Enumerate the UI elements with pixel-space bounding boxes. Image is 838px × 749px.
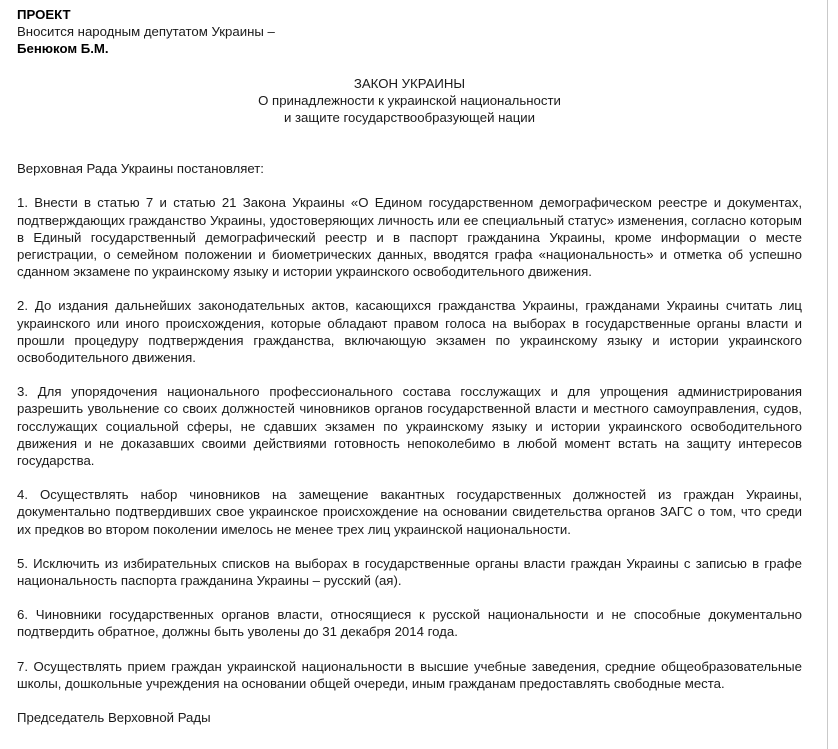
paragraph-5: 5. Исключить из избирательных списков на выборах в государственные органы власти граждан Украины с записью в графе национальность паспорта гражданина Украины – русский (ая). [17,555,802,589]
law-title [17,75,802,127]
paragraph-7: 7. Осуществлять прием граждан украинской национальности в высшие учебные заведения, средние общеобразовательные школы, дошкольные учреждения на основании общей очереди, иным гражданам предоставлять свободные места. [17,658,802,691]
paragraph-1: 1. Внести в статью 7 и статью 21 Закона Украины «О Едином государственном демографическом реестре и документах, подтверждающих гражданство Украины, удостоверяющих личность или ее специальный статус» изменения, согласно которым в Единый государственный демографический реестр и в паспорт гражданина Украины, кроме информации о месте регистрации, о семейном положении и биометрических данных, вводятся графа «национальность» и отметка об успешно сданном экзамене по украинскому языку и истории украинского освободительного движения. [17,195,802,280]
project-label: ПРОЕКТ [17,7,71,22]
page-scroll-area[interactable] [828,0,838,749]
document-body [17,6,802,726]
paragraph-3: 3. Для упорядочения национального профессионального состава госслужащих и для упрощения администрирования разрешить увольнение со своих должностей чиновников органов государственной власти и местного самоуправления, судов, госслужащих социальной сферы, не сдавших экзамен по украинскому языку и истории украинского освободительного движения и не доказавших своими действиями готовность непоколебимо в любой момент встать на защиту интересов государства. [17,384,802,469]
title-line-2: О принадлежности к украинской национальности [258,92,561,108]
signature-line: Председатель Верховной Рады [17,710,211,726]
intro-text: Верховная Рада Украины постановляет: [17,161,264,177]
submitted-by: Вносится народным депутатом Украины – [17,24,275,40]
author-name: Бенюком Б.М. [17,41,109,57]
title-line-1: ЗАКОН УКРАИНЫ [353,75,466,91]
paragraph-6: 6. Чиновники государственных органов власти, относящиеся к русской национальности и не способные документально подтвердить обратное, должны быть уволены до 31 декабря 2014 года. [17,607,802,640]
paragraph-2: 2. До издания дальнейших законодательных актов, касающихся гражданства Украины, гражданами Украины считать лиц украинского или иного происхождения, которые обладают правом голоса на выборах в государственные органы власти и прошли процедуру подтверждения гражданства, включающую экзамен по украинскому языку и истории украинского освободительного движения. [17,298,802,366]
title-line-3: и защите государствообразующей нации [283,110,536,126]
paragraph-4: 4. Осуществлять набор чиновников на замещение вакантных государственных должностей из граждан Украины, документально подтвердивших свое украинское происхождение на основании свидетельства органов ЗАГС о том, что среди их предков во втором поколении имелось не менее трех лиц украинской национальности. [17,487,802,537]
